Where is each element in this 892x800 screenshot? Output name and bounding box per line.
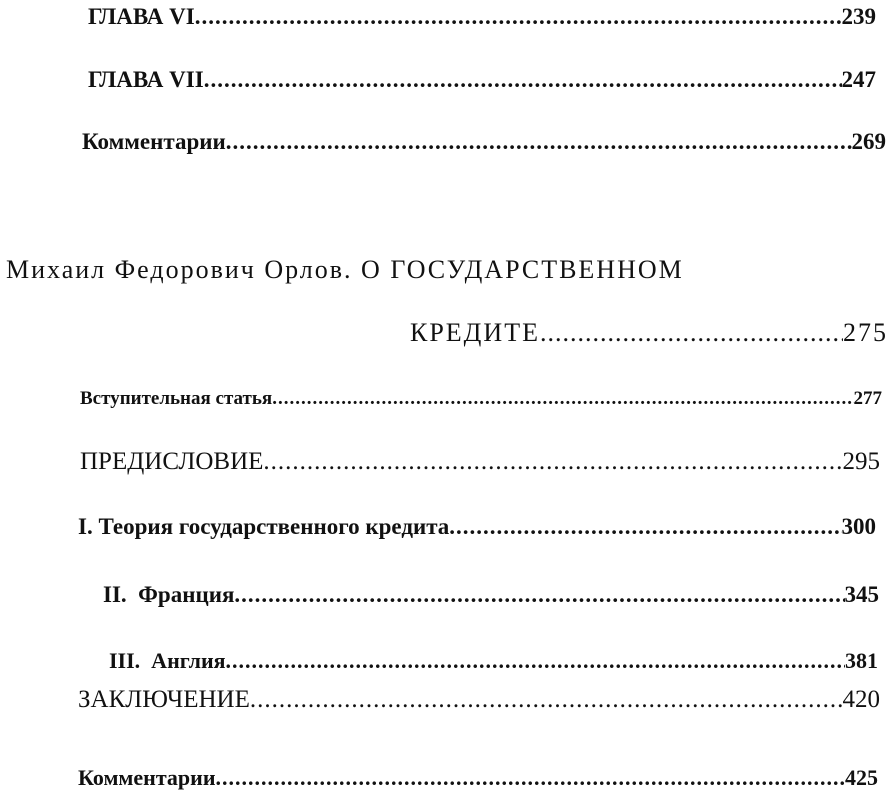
toc-entry-title: Комментарии (78, 765, 216, 790)
toc-entry-part-2[interactable] (103, 582, 879, 608)
dot-leader (195, 4, 842, 30)
toc-entry-comments-1[interactable] (82, 129, 886, 155)
dot-leader (204, 67, 842, 93)
toc-entry-page-number: 269 (851, 129, 886, 154)
toc-entry-page-number: 381 (845, 648, 878, 673)
toc-entry-glava-7[interactable] (88, 67, 876, 93)
toc-entry-page-number: 275 (843, 318, 888, 347)
toc-entry-page-number: 277 (853, 388, 882, 409)
dot-leader (216, 765, 845, 791)
dot-leader (234, 582, 844, 608)
toc-entry-intro[interactable] (80, 388, 882, 410)
toc-entry-title: ЗАКЛЮЧЕНИЕ (78, 686, 250, 713)
toc-entry-page-number: 420 (842, 686, 880, 713)
toc-entry-title: Комментарии (82, 129, 226, 154)
toc-entry-page-number: 425 (845, 765, 878, 790)
toc-entry-comments-2[interactable] (78, 765, 878, 791)
toc-entry-preface[interactable] (80, 448, 880, 476)
toc-entry-title: I. Теория государственного кредита (78, 514, 450, 539)
toc-entry-title: II. Франция (103, 582, 235, 607)
dot-leader (272, 388, 853, 410)
dot-leader (226, 648, 845, 674)
toc-entry-part-3[interactable] (109, 648, 878, 674)
dot-leader (250, 686, 843, 714)
toc-entry-page-number: 295 (842, 448, 880, 475)
toc-entry-page-number: 247 (841, 67, 876, 92)
toc-entry-credit[interactable] (410, 318, 888, 348)
toc-entry-title: ПРЕДИСЛОВИЕ (80, 448, 264, 475)
dot-leader (449, 514, 841, 540)
toc-entry-title: III. Англия (109, 648, 226, 673)
toc-entry-part-1[interactable] (78, 514, 876, 540)
toc-entry-title: Вступительная статья (80, 388, 273, 409)
toc-entry-page-number: 300 (841, 514, 876, 539)
toc-entry-conclusion[interactable] (78, 686, 880, 714)
toc-entry-page-number: 239 (841, 4, 876, 29)
toc-entry-title: КРЕДИТЕ (410, 318, 540, 347)
toc-entry-title: ГЛАВА VII (88, 67, 204, 92)
dot-leader (540, 318, 843, 348)
toc-entry-title: ГЛАВА VI (88, 4, 195, 29)
dot-leader (263, 448, 842, 476)
section-heading-orlov: Михаил Федорович Орлов. О ГОСУДАРСТВЕННОМ (6, 255, 684, 284)
dot-leader (226, 129, 852, 155)
toc-entry-glava-6[interactable] (88, 4, 876, 30)
toc-entry-page-number: 345 (844, 582, 879, 607)
